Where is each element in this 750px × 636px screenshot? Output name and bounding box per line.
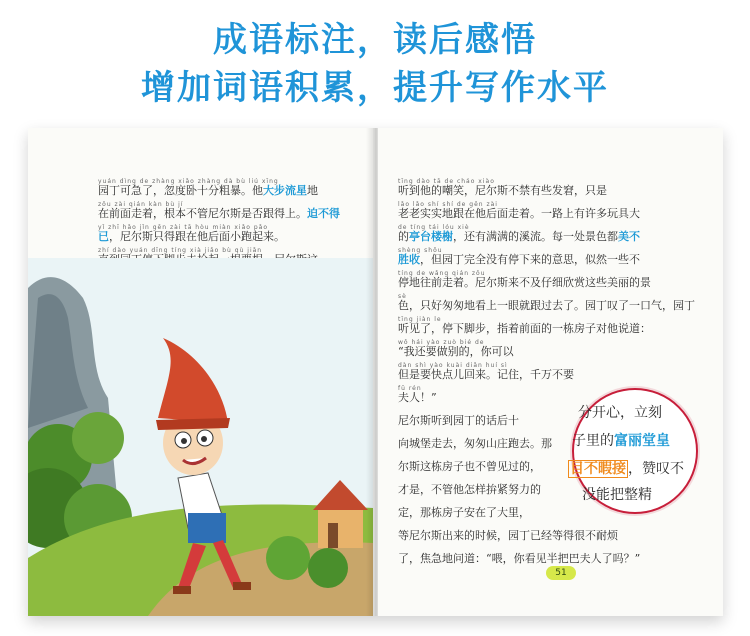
- text-line: 色，只好匆匆地看上一眼就跟过去了。园丁叹了一口气，园丁: [398, 299, 695, 312]
- pinyin-line: fū rén: [398, 385, 422, 392]
- magnifier-line-2-prefix: 子里的: [572, 433, 614, 449]
- magnifier-highlight-1: 富丽堂皇: [614, 433, 670, 449]
- text-line: 了，焦急地问道：“喂，你看见半把巴夫人了吗？”: [398, 552, 641, 565]
- magnifier-lens: [572, 388, 698, 514]
- text-line: 尼尔斯听到园丁的话后十: [398, 414, 519, 427]
- magnifier-highlight-2: 目不暇接: [570, 461, 626, 477]
- text-line: 才是，不管他怎样拚紧努力的: [398, 483, 541, 496]
- text-line: 但是要快点儿回来。记住，千万不要: [398, 368, 574, 381]
- text-line: 定，那栋房子安在了大里，: [398, 506, 530, 519]
- text-line: 的亭台楼榭，还有满满的溪流。每一处景色都美不: [398, 230, 640, 243]
- pinyin-line: zhí dào yuán dīng tíng xià jiǎo bù qù jiǎn: [98, 247, 263, 254]
- text-line: 园丁可急了，忽度卧十分粗暴。他大步流星地: [98, 184, 318, 197]
- text-line: 夫人！”: [398, 391, 437, 404]
- pinyin-line: tíng de wǎng qián zǒu: [398, 270, 486, 277]
- magnifier-line-3-rest: ，赞叹不: [628, 461, 684, 477]
- magnifier-line-2: [572, 430, 670, 450]
- text-line: 老老实实地跟在他后面走着。一路上有许多玩具大: [398, 207, 640, 220]
- text-line: 向城堡走去，匆匆山庄跑去。那: [398, 437, 552, 450]
- text-line: 等尼尔斯出来的时候，园丁已经等得很不耐烦: [398, 529, 618, 542]
- idiom-highlight: 胜收: [398, 253, 420, 266]
- pinyin-line: tīng dào tā de cháo xiào: [398, 178, 495, 185]
- idiom-highlight: 已: [98, 230, 109, 243]
- text-line: 停地往前走着。尼尔斯来不及仔细欣赏这些美丽的景: [398, 276, 651, 289]
- magnifier-line-4: 没能把整精: [582, 487, 652, 503]
- pinyin-line: zǒu zài qián kàn bù jí: [98, 201, 184, 208]
- story-illustration: [28, 258, 373, 616]
- text-line: 尔斯这栋房子也不曾见过的，: [398, 460, 541, 473]
- pinyin-line: lǎo lǎo shí shí de gēn zài: [398, 201, 498, 208]
- text-line: 在前面走着，根本不管尼尔斯是否跟得上。迫不得: [98, 207, 340, 220]
- text-line: “我还要做别的，你可以: [398, 345, 514, 358]
- pinyin-line: yuán dìng de zhàng xiǎo zhàng dà bù liú xīng: [98, 178, 279, 185]
- left-page: [28, 128, 373, 616]
- pinyin-line: sè: [398, 293, 407, 300]
- text-line: 听到他的嘲笑，尼尔斯不禁有些发窘，只是: [398, 184, 607, 197]
- open-book: [28, 128, 723, 616]
- text-line: 听见了，停下脚步，指着前面的一栋房子对他说道：: [398, 322, 651, 335]
- pinyin-line: yǐ zhī hǎo jǐn gēn zài tā hòu miàn xiǎo pǎo: [98, 224, 269, 231]
- magnifier-line-1: 分开心，立刻: [578, 405, 662, 421]
- pinyin-line: tīng jiàn le: [398, 316, 442, 323]
- pinyin-line: shèng shōu: [398, 247, 443, 254]
- headline-line-2: 增加词语积累，提升写作水平: [141, 68, 609, 108]
- text-line: 胜收，但园丁完全没有停下来的意思，似然一些不: [398, 253, 640, 266]
- headline-line-1: 成语标注，读后感悟: [213, 20, 537, 60]
- pinyin-line: wǒ hái yào zuò bié de: [398, 339, 485, 346]
- idiom-highlight: 迫不得: [307, 207, 340, 220]
- text-line: 已，尼尔斯只得跟在他后面小跑起来。: [98, 230, 285, 243]
- page-number: 51: [546, 566, 576, 580]
- idiom-highlight: 亭台楼榭: [409, 230, 453, 243]
- pinyin-line: dàn shì yào kuài diǎn huí sì: [398, 362, 508, 369]
- magnifier-line-3: [568, 458, 684, 478]
- pinyin-line: de tíng tái lóu xiè: [398, 224, 470, 231]
- idiom-highlight: 大步流星: [263, 184, 307, 197]
- idiom-highlight: 美不: [618, 230, 640, 243]
- right-page: [378, 128, 723, 616]
